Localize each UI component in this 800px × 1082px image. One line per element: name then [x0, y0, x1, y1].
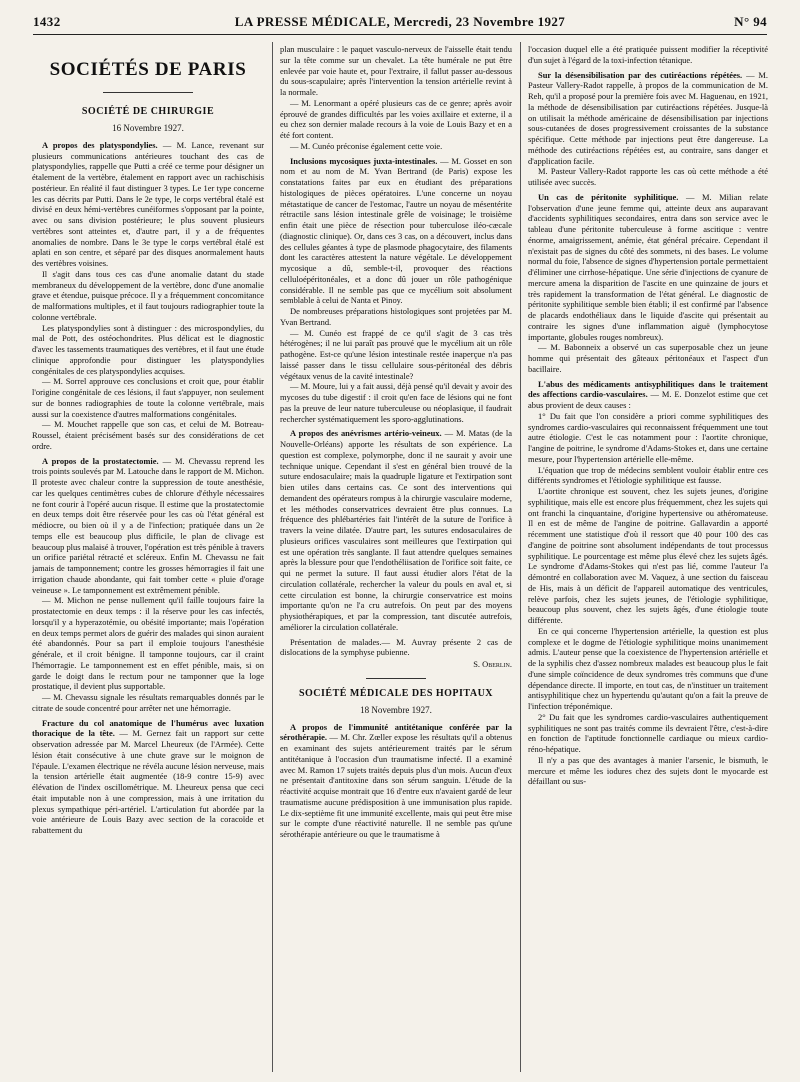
column-divider [520, 42, 521, 1072]
article-paragraph: — M. Moure, lui y a fait aussi, déjà pensé qu'il devait y avoir des mycoses du tube digestif : il croit qu'en face de lésions qui ne font pas la preuve de leur nature tuberculeuse ou néoplasique, il faudrait rechercher systématiquement les sporo-agglutinations. [280, 381, 512, 424]
article-paragraph: Inclusions mycosiques juxta-intestinales. — M. Gosset en son nom et au nom de M. Yvan Bertrand (de Paris) expose les constatations faites par eux en étudiant des préparations histologiques de pièces opératoires. L'une concerne un noyau métastatique de cancer de l'estomac, l'autre un noyau de mésentérite rétractile sans lésion intestinale grêle de voisinage; le troisième enfin était une pièce de résection pour tuberculose iléo-cæcale (diagnostic clinique). Or, dans ces 3 cas, on a découvert, inclus dans des cellules géantes à type de plasmode phagocytaire, des filaments dont les caractères attestent la nature végétale. Le développement mycosique a dû, semble-t-il, provoquer des réactions celluloépéritonéales, et a donc dû jouer un rôle pathogénique considérable. Il ne semble pas que ce mycélium soit absolument semblable à celui de Nanta et Pinoy. [280, 155, 512, 306]
article-paragraph: A propos de la prostatectomie. — M. Chevassu reprend les trois points soulevés par M. Latouche dans le rapport de M. Michon. Il proteste avec chaleur contre la suppression de toute anesthésie, car les quelques centimètres cubes de chlorure d'éthyle nécessaires ne font courir à l'opéré aucun risque. Il estime que la prostatectomie en deux temps doit être réservée pour les cas où l'état général est médiocre, ou bien où il y a de l'infection; pratiquée dans un 2e temps elle est beaucoup plus difficile, le plan de clivage est beaucoup plus malaisé à trouver, l'opération est très pénible à travers un orifice pariétal rétracté et scléreux. Enfin M. Chevassu ne fait jamais de tamponnement; contre les grosses hémorragies il fait une irrigation chaude abondante, qui fait tomber cette « pluie d'orage veineuse ». Le tamponnement est extrêmement pénible. [32, 455, 264, 595]
article-paragraph: Un cas de péritonite syphilitique. — M. Milian relate l'observation d'une jeune femme qui, atteinte deux ans auparavant d'accidents syphilitiques secondaires, entra dans son service avec le tableau d'une péritonite tuberculeuse à forme ascitique : ventre énorme, amaigrissement, anémie, état général précaire. Cependant il n'existait pas de signes du côté des sommets, ni des bases. Le volume normal du foie, l'absence de signes d'hypertension portale permettaient d'éliminer une cirrhose-hépatique. Une série d'injections de cyanure de mercure amena la disparition de l'ascite en une quinzaine de jours et très rapidement la transformation de l'état général. Le diagnostic de péritonite syphilitique semble bien établi; il est confirmé par l'absence de placards endothéliaux dans le liquide d'ascite qui présentait au contraire les signes d'une inflammation aiguë (lymphocytose importante, globules rouges nombreux). [528, 191, 768, 342]
article-paragraph: L'aortite chronique est souvent, chez les sujets jeunes, d'origine syphilitique, mais elle est encore plus fréquemment, chez les sujets qui ont franchi la cinquantaine, d'origine hypertensive ou athéromateuse. Il en est de même de l'angine de poitrine. Gallavardin a apporté récemment une statistique d'où il ressort que 40 pour 100 des cas d'angine de poitrine sont absolument indépendants de tout processus syphilitique. Le pourcentage est même plus élevé chez les sujets âgés. Le syndrome d'Adams-Stokes qui n'est pas lié, comme l'auteur l'a démontré en collaboration avec M. Vaquez, à une section du faisceau de His, mais à un déficit de l'appareil automatique des ventricules, relève parfois, chez les sujets jeunes, de l'étiologie syphilitique, beaucoup plus souvent, chez les sujets âgés, d'une étiologie toute différente. [528, 486, 768, 625]
society-title: SOCIÉTÉ MÉDICALE DES HOPITAUX [298, 687, 494, 699]
article-heading: Inclusions mycosiques juxta-intestinales. [290, 155, 438, 166]
article-heading: A propos des platyspondylies. [42, 139, 158, 150]
journal-title: LA PRESSE MÉDICALE, Mercredi, 23 Novembre 1927 [234, 14, 566, 29]
article-paragraph: M. Pasteur Vallery-Radot rapporte les cas où cette méthode a été utilisée avec succès. [528, 166, 768, 187]
article-paragraph: — M. Chevassu signale les résultats remarquables donnés par le citrate de soude concentré pour arrêter net une hémorragie. [32, 692, 264, 713]
article-paragraph: — M. Cunéo est frappé de ce qu'il s'agit de 3 cas très hétérogènes; il ne lui paraît pas prouvé que le mycélium ait un rôle pathogène. Est-ce qu'une lésion intestinale restée inaperçue n'a pas laissé passer dans le tissu cellulaire sous-péritonéal des débris végétaux venus de la cavité intestinale? [280, 327, 512, 381]
article-paragraph: — M. Michon ne pense nullement qu'il faille toujours faire la prostatectomie en deux temps : il la réserve pour les cas infectés, lorsqu'il y a hyperazotémie, ou obésité importante; mais l'opération en deux temps permet alors de guérir des malades qui sinon auraient été abandonnés. Pour sa part il emploie toujours l'anesthésie générale, et il croit bénigne. Il tamponne toujours, car il craint l'hémorragie. Le tamponnement est en effet pénible, mais, si on garde le doigt dans le rectum pour ne tamponner que la loge prostatique, il devient plus supportable. [32, 595, 264, 692]
article-heading: Sur la désensibilisation par des cutiréactions répétées. [538, 69, 743, 80]
article-paragraph: L'abus des médicaments antisyphilitiques dans le traitement des affections cardio-vasculaires. — M. E. Donzelot estime que cet abus provient de deux causes : [528, 378, 768, 410]
article-heading: Un cas de péritonite syphilitique. [538, 191, 679, 202]
article-paragraph: Sur la désensibilisation par des cutiréactions répétées. — M. Pasteur Vallery-Radot rappelle, à propos de la communication de M. Reh, qu'il a proposé pour la première fois avec M. Haguenau, en 1921, la méthode de désensibilisation par cutiréactions répétées. Jusque-là on utilisait la méthode américaine de désensibilisation par injections sous-cutanées de doses progressivement croissantes de la substance spécifique. Cette méthode par injections peut être dangereuse. La méthode des cutiréactions répétées est, au contraire, sans danger et d'application facile. [528, 69, 768, 166]
page-number: 1432 [33, 14, 61, 29]
section-rule [103, 92, 193, 93]
section-title: SOCIÉTÉS DE PARIS [49, 59, 247, 80]
article-paragraph: Fracture du col anatomique de l'humérus avec luxation thoracique de la tête. — M. Gernez fait un rapport sur cette observation adressée par M. Marcel Lheureux (de l'Armée). Cette lésion était consécutive à une chute grave sur le moignon de l'épaule. L'examen électrique ne révéla aucune lésion nerveuse, mais la tension artérielle était augmentée (18-9 contre 15-9) avec élévation de l'index oscillométrique. M. Lheureux pensa que ceci était imputable non à une compression, mais à une irritation du plexus sympathique péri-artériel. L'articulation fut abordée par la voie antérieure de Louis Bazy avec section de la coracoïde et rabattement du [32, 717, 264, 835]
issue-number: N° 94 [734, 14, 767, 29]
article-paragraph: L'équation que trop de médecins semblent vouloir établir entre ces différents syndromes et l'étiologie syphilitique est fausse. [528, 464, 768, 486]
article-heading: A propos des anévrismes artério-veineux. [290, 428, 442, 439]
presentation-paragraph: Présentation de malades.— M. Auvray présente 2 cas de dislocations de la symphyse pubienne. [280, 636, 512, 658]
article-paragraph: l'occasion duquel elle a été pratiquée puissent modifier la réceptivité d'un sujet à l'égard de la toxi-infection tétanique. [528, 44, 768, 65]
article-heading: Fracture du col anatomique de l'humérus avec luxation thoracique de la tête. [32, 717, 264, 739]
article-heading: L'abus des médicaments antisyphilitiques dans le traitement des affections cardio-vasculaires. [528, 378, 768, 400]
running-header [33, 14, 767, 32]
column-3 [528, 44, 768, 1074]
society-title: SOCIÉTÉ DE CHIRURGIE [81, 106, 215, 117]
article-paragraph: — M. Lenormant a opéré plusieurs cas de ce genre; après avoir éprouvé de grandes difficultés par les voies axillaire et externe, il a eu chez son dernier malade recours à la voie de Louis Bazy et en a été fort content. [280, 97, 512, 140]
article-paragraph: — M. Sorrel approuve ces conclusions et croit que, pour établir l'origine congénitale de ces lésions, il faut s'appuyer, non seulement sur de bonnes radiographies de toute la colonne vertébrale, mais aussi sur la coexistence d'autres malformations congénitales. [32, 376, 264, 419]
article-paragraph: En ce qui concerne l'hypertension artérielle, la question est plus complexe et le dogme de l'étiologie syphilitique moins unanimement admis. L'auteur pense que la coexistence de l'hypertension artérielle et de la syphilis chez d'assez nombreux malades est beaucoup plus le fait d'une simple coïncidence de deux syndromes très communs que d'une dépendance directe. Il importe, en tout cas, de n'instituer un traitement antisyphilitique chez un hypertendu qu'autant qu'on a fait la preuve de l'infection tréponémique. [528, 625, 768, 711]
session-date: 16 Novembre 1927. [112, 123, 184, 133]
separator-rule [366, 678, 426, 679]
article-paragraph: plan musculaire : le paquet vasculo-nerveux de l'aisselle était tendu sur la tête comme sur un chevalet. La tête humérale ne put être enlevée par voie haute et, pour l'extraire, il fallut passer au-dessous du sous-scapulaire; après l'intervention la tension artérielle revint à la normale. [280, 44, 512, 97]
article-paragraph: 1° Du fait que l'on considère a priori comme syphilitiques des syndromes cardio-vasculaires qui reconnaissent fréquemment une tout autre étiologie. C'est le cas notamment pour : l'aortite chronique, l'angine de poitrine, le syndrome d'Adams-Stokes et, dans une certaine mesure, pour l'hypertension artérielle elle-même. [528, 410, 768, 464]
article-paragraph: A propos de l'immunité antitétanique conférée par la sérothérapie. — M. Chr. Zœller expose les résultats qu'il a obtenus en examinant des sujets antérieurement traités par le sérum antitétanique à l'occasion d'un traumatisme infecté. Il a examiné avec M. Ramon 17 sujets traités depuis plus d'un mois. Aucun d'eux ne présentait d'antitoxine dans son sérum sanguin. L'étude de la réactivité acquise montrait que 16 d'entre eux n'avaient gardé de leur traumatisme aucune prédisposition à une immunisation plus rapide. Le dix-septième fit une immunité excellente, mais qui peut être mise sur le compte d'une réactivité naturelle. Il ne semble pas qu'une sérothérapie antérieure ou que le traumatisme à [280, 721, 512, 839]
column-2 [280, 44, 512, 1074]
article-paragraph: — M. Babonneix a observé un cas superposable chez un jeune homme qui présentait des gâteaux péritonéaux et l'aspect d'un bacillaire. [528, 342, 768, 374]
article-paragraph: 2° Du fait que les syndromes cardio-vasculaires authentiquement syphilitiques ne sont pas traités comme ils devraient l'être, c'est-à-dire en fonction de l'aptitude fonctionnelle cardiaque ou mieux cardio-réno-hépatique. [528, 711, 768, 754]
article-heading: A propos de l'immunité antitétanique conférée par la sérothérapie. [280, 721, 512, 743]
article-paragraph: De nombreuses préparations histologiques sont projetées par M. Yvan Bertrand. [280, 306, 512, 327]
article-paragraph: A propos des platyspondylies. — M. Lance, revenant sur plusieurs communications antérieures touchant des cas de platyspondylies, rappelle que Putti a créé ce terme pour désigner un étalement de la vertèbre, étalement en rapport avec un rachischisis postérieur. En réalité il faut distinguer 3 types. Le 1er type concerne les cas décrits par Putti. Dans le 2e type, le corps vertébral étalé est divisé en deux hémi-vertèbres cunéiformes s'opposant par la pointe, avec ou sans division postérieure; le plus souvent plusieurs vertèbres sont atteintes et, d'autre part, il y a de fréquentes anomalies de nombre. Dans le 3e type le corps vertébral étalé est aplati en son centre, et séparé par des disques anormalement hauts des vertèbres voisines. [32, 139, 264, 268]
article-paragraph: Il n'y a pas que des avantages à manier l'arsenic, le bismuth, le mercure et même les iodures chez des sujets dont le myocarde est défaillant ou sus- [528, 754, 768, 787]
article-heading: A propos de la prostatectomie. [42, 455, 159, 466]
article-paragraph: Les platyspondylies sont à distinguer : des microspondylies, du mal de Pott, des ostéochondrites. Plus délicat est le diagnostic d'avec les tassements traumatiques des vertèbres, et il faut une étude clinique approfondie pour distinguer les platyspondylies congénitales de ces platyspondylies acquises. [32, 322, 264, 376]
author-signature: S. Oberlin. [473, 659, 512, 669]
column-1 [32, 44, 264, 1074]
article-paragraph: A propos des anévrismes artério-veineux. — M. Matas (de la Nouvelle-Orléans) apporte les résultats de son expérience. La question est complexe, polymorphe, donc il ne saurait y avoir une technique unique. Cependant il s'est en général bien trouvé de la suture endosaculaire; mais la quadruple ligature et l'extirpation sont bien utiles dans certains cas. Ce sont des interventions qui demandent des opérateurs rompus à la chirurgie vasculaire moderne, et les méthodes conservatrices devraient être plus connues. La fréquence des phlébartéries fait l'intérêt de la suture de l'orifice à travers la veine dilatée. D'autre part, les sutures endosaculaires de plusieurs orifices vasculaires sont meilleures que l'extirpation qui est une opération très sanglante. Il faut attendre quelques semaines après la blessure pour que l'endothéliisation de l'orifice soit faite, ce qui ne permet la suture. Il faut aussi étudier alors l'état de la circulation collatérale, rechercher la valeur du pouls en aval et, si cette circulation est bonne, la chirurgie conservatrice est moins importante qu'on ne l'a cru autrefois. On peut par des moyens physiothérapiques, et par la compression, tant discutée autrefois, améliorer la circulation collatérale. [280, 428, 512, 632]
article-paragraph: — M. Mouchet rappelle que son cas, et celui de M. Botreau-Roussel, étaient précisément basés sur des considérations de cet ordre. [32, 419, 264, 451]
column-divider [272, 42, 273, 1072]
article-paragraph: — M. Cunéo préconise également cette voie. [290, 140, 443, 151]
header-rule [33, 34, 767, 35]
session-date: 18 Novembre 1927. [360, 704, 432, 715]
article-paragraph: Il s'agit dans tous ces cas d'une anomalie datant du stade membraneux du développement de la vertèbre, donc d'une anomalie grave et étendue, puisque précoce. Il y a fréquemment concomitance de malformations multiples, et il faut toujours radiographier toute la colonne vertébrale. [32, 268, 264, 322]
